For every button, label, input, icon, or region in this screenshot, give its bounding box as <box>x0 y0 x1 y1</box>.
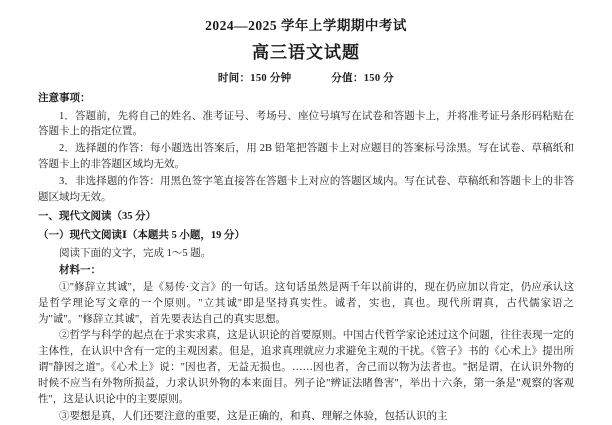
notice-item-3: 3．非选择题的作答：用黑色签字笔直接答在答题卡上对应的答题区域内。写在试卷、草稿纸和答题卡上的非答题区域均无效。 <box>38 176 574 204</box>
material-paragraph-2: ②哲学与科学的起点在于求实求真，这是认识论的首要原则。中国古代哲学家论述过这个问题，往往表现一定的主体性，在认识中含有一定的主观因素。但是，追求真理就应力求避免主观的干扰。《管子》书的《心术上》提出所谓"静因之道"。《心术上》说："因也者，无益无损也。……因也者，舍己而以物为法者也。"据是谓，在认识外物的时候不应当有外物所损益，力求认识外物的本来面目。列子论"辨证法睹鲁害"，举出十六条，第一条是"观察的客观性"，这是认识论中的主要原则。 <box>38 330 574 406</box>
material-paragraph-3: ③要想是真，人们还要注意的重要，这是正确的，和真、理解之体验，包括认识的主 <box>59 411 448 423</box>
notice-item-2: 2．选择题的作答：每小题选出答案后，用 2B 铅笔把答题卡上对应题目的答案标号涂黑。写在试卷、草稿纸和答题卡上的非答题区域均无效。 <box>38 143 574 171</box>
notice-item-1: 1．答题前，先将自己的姓名、准考证号、考场号、座位号填写在试卷和答题卡上，并将准考证号条形码粘贴在答题卡上的指定位置。 <box>38 110 574 138</box>
notice-heading: 注意事项： <box>38 92 91 104</box>
reading-instruction: 阅读下面的文字，完成 1～5 题。 <box>59 247 212 259</box>
exam-time-label: 时间：150 分钟 <box>217 72 292 84</box>
exam-meta <box>38 70 574 85</box>
paper-title: 高三语文试题 <box>252 43 360 63</box>
material-label: 材料一： <box>59 264 101 276</box>
exam-title: 2024—2025 学年上学期期中考试 <box>205 18 407 33</box>
section-one-heading: 一、现代文阅读（35 分） <box>38 211 157 223</box>
material-paragraph-1: ①"修辞立其诚"，是《易传·文言》的一句话。这句话虽然是两千年以前讲的，现在仍应加以肯定，仍应承认这是哲学理论写文章的一个原则。"立其诚"即是坚持真实性。诚者，实也，真也。现代所谓真，古代儒家语之为"诚"。"修辞立其诚"，首先要表达自己的真实思想。 <box>38 281 574 325</box>
subsection-heading: （一）现代文阅读Ⅰ（本题共 5 小题，19 分） <box>38 229 246 241</box>
exam-score-label: 分值：150 分 <box>331 72 395 84</box>
